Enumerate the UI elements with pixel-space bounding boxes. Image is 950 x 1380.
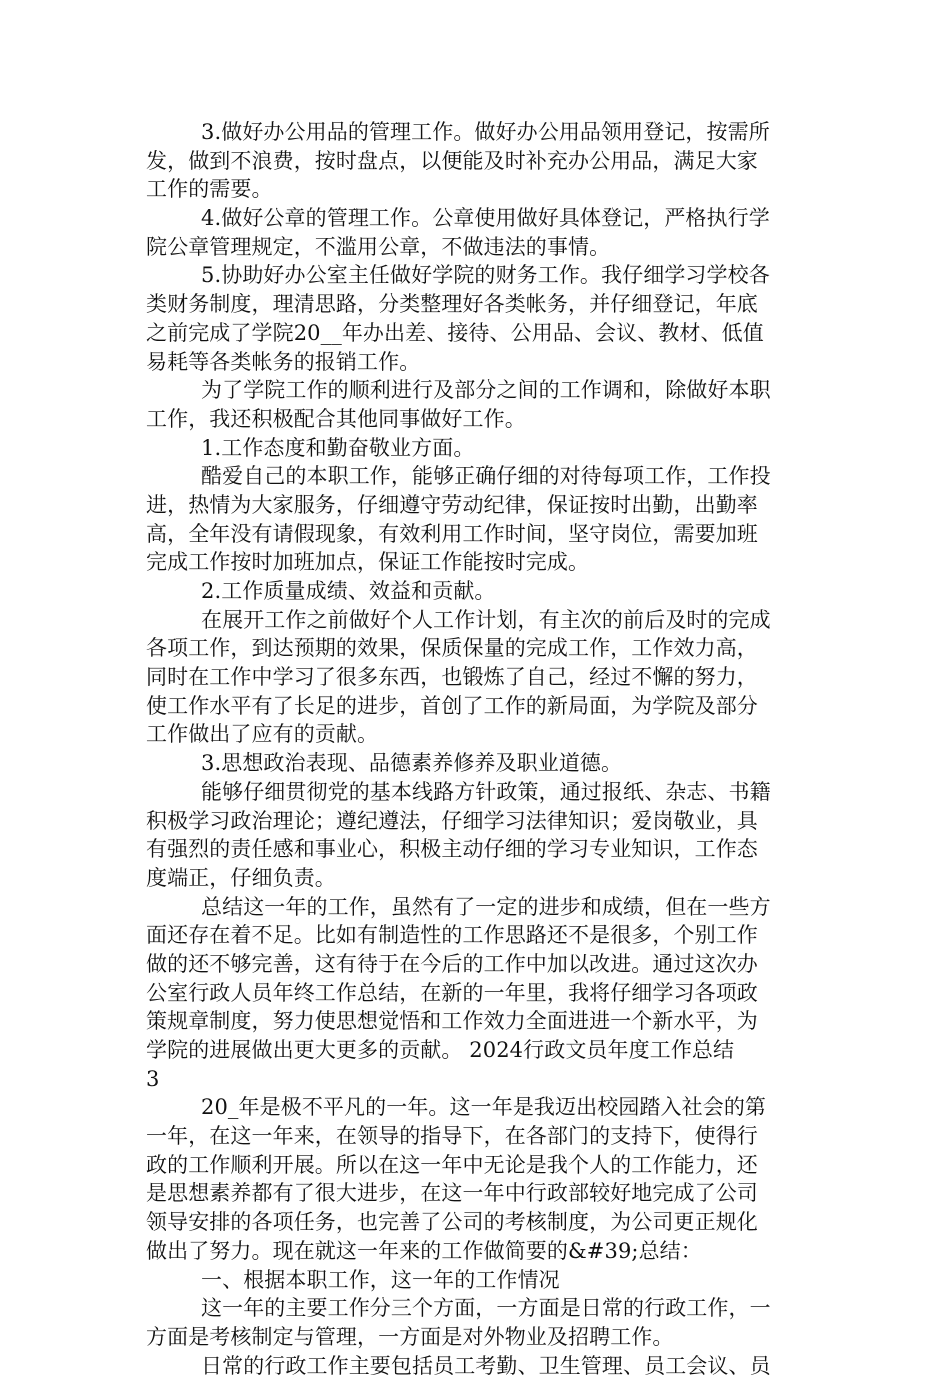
text-line: 积极学习政治理论；遵纪遵法，仔细学习法律知识；爱岗敬业，具 xyxy=(146,808,758,833)
text-line: 同时在工作中学习了很多东西，也锻炼了自己，经过不懈的努力， xyxy=(146,665,758,690)
text-line: 在展开工作之前做好个人工作计划，有主次的前后及时的完成 xyxy=(201,607,771,632)
text-line: 3.思想政治表现、品德素养修养及职业道德。 xyxy=(201,751,623,776)
text-line: 面还存在着不足。比如有制造性的工作思路还不是很多，个别工作 xyxy=(146,923,758,948)
text-line: 领导安排的各项任务，也完善了公司的考核制度，为公司更正规化 xyxy=(146,1210,758,1235)
text-line: 学院的进展做出更大更多的贡献。 2024行政文员年度工作总结 xyxy=(146,1038,735,1062)
text-line: 2.工作质量成绩、效益和贡献。 xyxy=(201,579,496,603)
text-line: 完成工作按时加班加点，保证工作能按时完成。 xyxy=(146,550,590,575)
document-body xyxy=(146,118,810,1380)
text-line: 3 xyxy=(146,1066,160,1091)
text-line: 工作做出了应有的贡献。 xyxy=(146,722,379,747)
text-line: 工作的需要。 xyxy=(146,177,273,202)
text-line: 使工作水平有了长足的进步，首创了工作的新局面，为学院及部分 xyxy=(146,693,758,718)
text-line: 5.协助好办公室主任做好学院的财务工作。我仔细学习学校各 xyxy=(201,263,770,288)
text-line: 高，全年没有请假现象，有效利用工作时间，坚守岗位，需要加班 xyxy=(146,521,758,546)
text-line: 一年，在这一年来，在领导的指导下，在各部门的支持下，使得行 xyxy=(146,1124,758,1149)
text-line: 类财务制度，理清思路，分类整理好各类帐务，并仔细登记，年底 xyxy=(146,292,758,317)
text-line: 工作，我还积极配合其他同事做好工作。 xyxy=(146,406,526,431)
text-line: 策规章制度，努力使思想觉悟和工作效力全面进进一个新水平，为 xyxy=(146,1009,758,1034)
text-line: 发，做到不浪费，按时盘点，以便能及时补充办公用品，满足大家 xyxy=(146,148,758,173)
text-line: 进，热情为大家服务，仔细遵守劳动纪律，保证按时出勤，出勤率 xyxy=(146,492,758,517)
text-line: 易耗等各类帐务的报销工作。 xyxy=(146,349,421,374)
text-line: 为了学院工作的顺利进行及部分之间的工作调和，除做好本职 xyxy=(201,378,771,403)
text-line: 1.工作态度和勤奋敬业方面。 xyxy=(201,435,475,460)
text-line: 3.做好办公用品的管理工作。做好办公用品领用登记，按需所 xyxy=(201,120,770,144)
text-line: 院公章管理规定，不滥用公章，不做违法的事情。 xyxy=(146,234,611,259)
text-line: 日常的行政工作主要包括员工考勤、卫生管理、员工会议、员 xyxy=(201,1353,771,1378)
text-line: 做出了努力。现在就这一年来的工作做简要的&#39;总结： xyxy=(146,1238,702,1263)
text-line: 公室行政人员年终工作总结，在新的一年里，我将仔细学习各项政 xyxy=(146,980,758,1005)
text-line: 4.做好公章的管理工作。公章使用做好具体登记，严格执行学 xyxy=(201,206,770,231)
text-line: 做的还不够完善，这有待于在今后的工作中加以改进。通过这次办 xyxy=(146,951,758,976)
text-line: 方面是考核制定与管理，一方面是对外物业及招聘工作。 xyxy=(146,1324,674,1349)
text-line: 总结这一年的工作，虽然有了一定的进步和成绩，但在一些方 xyxy=(201,894,771,919)
text-line: 有强烈的责任感和事业心，积极主动仔细的学习专业知识，工作态 xyxy=(146,837,758,862)
text-line: 之前完成了学院20__年办出差、接待、公用品、会议、教材、低值 xyxy=(146,320,764,345)
text-line: 各项工作，到达预期的效果，保质保量的完成工作，工作效力高， xyxy=(146,636,758,661)
text-line: 度端正，仔细负责。 xyxy=(146,865,336,890)
text-line: 酷爱自己的本职工作，能够正确仔细的对待每项工作，工作投 xyxy=(201,464,771,489)
text-line: 这一年的主要工作分三个方面，一方面是日常的行政工作，一 xyxy=(201,1296,771,1321)
text-line: 政的工作顺利开展。所以在这一年中无论是我个人的工作能力，还 xyxy=(146,1152,758,1177)
text-line: 20_年是极不平凡的一年。这一年是我迈出校园踏入社会的第 xyxy=(201,1095,767,1120)
text-line: 能够仔细贯彻党的基本线路方针政策，通过报纸、杂志、书籍 xyxy=(201,779,771,804)
text-line: 一、根据本职工作，这一年的工作情况 xyxy=(201,1267,560,1292)
text-line: 是思想素养都有了很大进步，在这一年中行政部较好地完成了公司 xyxy=(146,1181,758,1206)
